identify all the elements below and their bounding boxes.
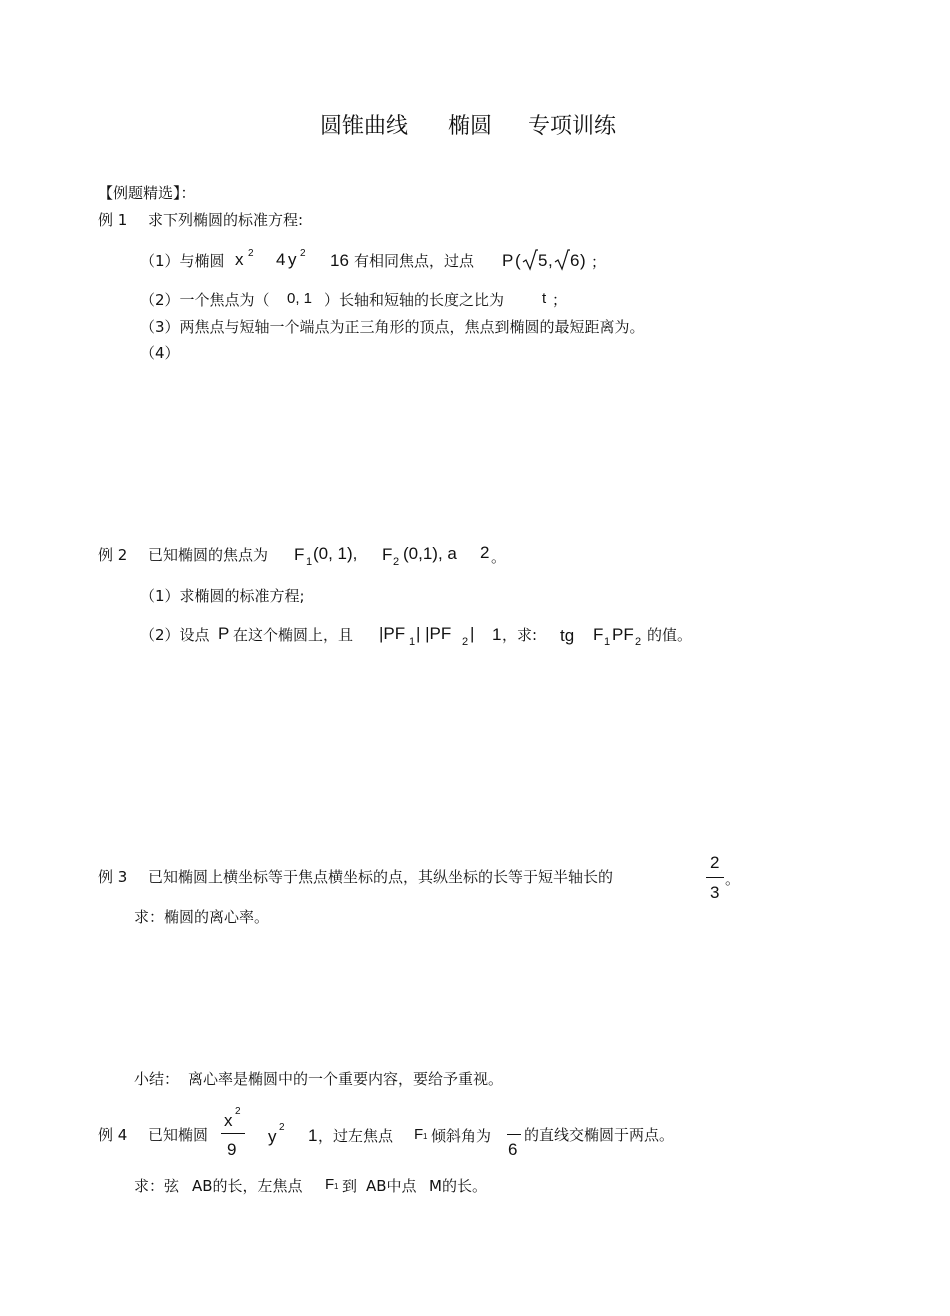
ex1-q1-r5: 5	[538, 251, 548, 270]
ex1-q1-num: 16	[330, 251, 349, 270]
ex2-end: 。	[491, 548, 507, 566]
ex3-label: 例 3	[98, 868, 128, 886]
ex1-q2-vals: 0, 1	[287, 290, 313, 307]
ex4-tail: 的直线交椭圆于两点。	[524, 1126, 675, 1144]
ex2-q2-abs-end: |	[470, 624, 475, 643]
ex1-q1-end: ；	[591, 253, 607, 271]
ex2-q2-sub1: 1	[409, 636, 416, 648]
ex4-frac-exp: 2	[235, 1106, 241, 1117]
ex1-q1-exp-b: 2	[300, 248, 306, 259]
ex2-q2-P: P	[218, 624, 230, 643]
ex4-one: 1	[308, 1126, 318, 1145]
ex1-q1-exp: 2	[248, 248, 254, 259]
ex1-q2-prefix: （2）一个焦点为（	[140, 291, 270, 309]
ex4-q-m: M的长。	[429, 1177, 487, 1195]
ex2-F1-sub: 1	[306, 556, 313, 568]
ex2-F2-sub: 2	[393, 556, 400, 568]
ex1-q4: （4）	[140, 344, 180, 362]
title-part2: 椭圆	[448, 114, 493, 139]
title-part1: 圆锥曲线	[320, 114, 409, 139]
ex4-label: 例 4	[98, 1126, 128, 1144]
ex2-q2-PF: PF	[612, 625, 634, 644]
ex1-q2-mid: ）长轴和短轴的长度之比为	[324, 291, 505, 309]
ex1-q1-P: P	[502, 251, 514, 270]
ex4-incl: 倾斜角为	[431, 1127, 492, 1145]
ex1-q1-x: x	[235, 250, 244, 269]
ex3-question: 求：椭圆的离心率。	[134, 908, 270, 926]
summary-text: 离心率是椭圆中的一个重要内容，要给予重视。	[188, 1070, 504, 1088]
ex2-label: 例 2	[98, 546, 128, 564]
ex4-stem: 已知椭圆	[148, 1126, 209, 1144]
ex2-F1: F	[294, 545, 305, 564]
sqrt-sign-icon	[554, 248, 570, 272]
ex3-end: 。	[725, 870, 741, 888]
ex4-mid: ，过左焦点	[318, 1127, 394, 1145]
ex3-stem: 已知椭圆上横坐标等于焦点横坐标的点，其纵坐标的长等于短半轴长的	[148, 868, 614, 886]
ex1-q1-prefix: （1）与椭圆	[140, 252, 225, 270]
ex1-q1-r6: 6	[570, 251, 580, 270]
ex2-q2-sub2: 2	[462, 636, 469, 648]
ex2-q2-tail: ，求:	[502, 626, 538, 644]
ex1-q1-y: y	[288, 250, 297, 269]
ex4-frac-num: x	[224, 1111, 233, 1130]
ex1-q2-t: t	[542, 290, 547, 307]
ex4-q-to: 到	[342, 1177, 358, 1195]
ex4-y-exp: 2	[279, 1122, 285, 1133]
ex2-q2-abs1: |PF	[379, 624, 406, 643]
ex2-q2-Fsub1: 1	[604, 636, 611, 648]
ex2-F1-val: (0, 1),	[313, 544, 358, 563]
ex2-a-val: 2	[480, 543, 490, 562]
ex2-q2-prefix: （2）设点	[140, 626, 210, 644]
section-header: 【例题精选】：	[98, 184, 196, 202]
ex4-q-F: F	[325, 1176, 335, 1193]
ex2-q2-abs2: | |PF	[416, 624, 452, 643]
summary-label: 小结：	[134, 1070, 180, 1088]
ex1-q1-rparen: )	[580, 251, 586, 270]
ex4-q-prefix: 求：弦	[134, 1177, 180, 1195]
sqrt-sign-icon	[522, 248, 538, 272]
ex2-q2-one: 1	[492, 625, 502, 644]
ex4-q-ab2: AB中点	[366, 1177, 417, 1195]
ex3-frac-num: 2	[710, 853, 720, 872]
ex1-q1-comma: ,	[548, 251, 553, 270]
ex1-q3: （3）两焦点与短轴一个端点为正三角形的顶点，焦点到椭圆的最短距离为。	[140, 318, 645, 336]
ex1-q1-lparen: (	[515, 251, 521, 270]
ex4-frac-bar	[221, 1133, 245, 1134]
ex2-q2-end: 的值。	[647, 626, 693, 644]
ex2-q1: （1）求椭圆的标准方程;	[140, 587, 305, 605]
ex4-angle-den: 6	[508, 1140, 518, 1159]
ex2-q2-mid: 在这个椭圆上，且	[233, 626, 354, 644]
ex2-F2: F	[382, 545, 393, 564]
ex1-q1-mid: 有相同焦点，过点	[354, 252, 475, 270]
ex3-frac-bar	[706, 877, 724, 878]
ex4-angle-bar	[507, 1134, 521, 1135]
title-part3: 专项训练	[528, 114, 617, 139]
ex4-q-ab: AB的长，左焦点	[192, 1177, 303, 1195]
ex3-frac-den: 3	[710, 883, 720, 902]
ex4-frac-den: 9	[227, 1140, 237, 1159]
ex2-F2-val: (0,1), a	[403, 544, 457, 563]
ex2-stem: 已知椭圆的焦点为	[148, 546, 269, 564]
ex2-q2-F: F	[593, 625, 604, 644]
ex1-q2-end: ；	[552, 291, 568, 309]
ex4-q-F-sub: 1	[334, 1182, 339, 1191]
ex4-F: F	[414, 1126, 424, 1143]
ex4-F-sub: 1	[423, 1132, 428, 1141]
ex1-stem: 求下列椭圆的标准方程:	[148, 211, 304, 229]
ex1-label: 例 1	[98, 211, 128, 229]
ex2-q2-tg: tg	[560, 626, 575, 645]
ex2-q2-Fsub2: 2	[635, 636, 642, 648]
ex4-y: y	[268, 1127, 277, 1146]
ex1-q1-coef: 4	[276, 250, 286, 269]
